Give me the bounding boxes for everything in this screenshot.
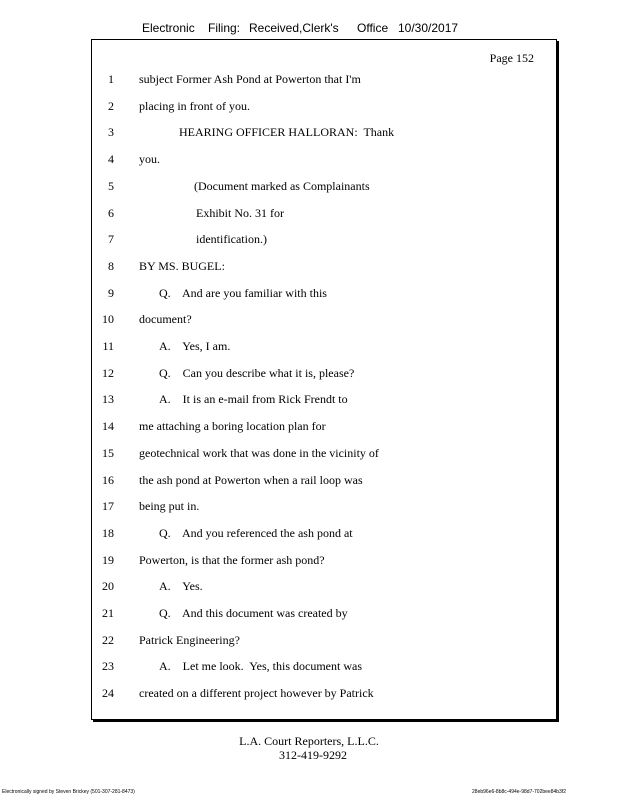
- transcript-line: [92, 286, 532, 306]
- line-number: 20: [102, 579, 114, 594]
- header-electronic: Electronic: [142, 21, 195, 35]
- transcript-line: [92, 366, 532, 386]
- line-number: 24: [102, 686, 114, 701]
- transcript-line: [92, 259, 532, 279]
- transcript-line: [92, 392, 532, 412]
- line-text: being put in.: [139, 499, 200, 514]
- transcript-line: [92, 72, 532, 92]
- line-text: A. Yes.: [159, 579, 203, 594]
- header-date: 10/30/2017: [398, 21, 459, 35]
- signature-right: 28eb96e6-8b8c-494e-98d7-702bee84b3f2: [472, 789, 566, 795]
- footer-phone: 312-419-9292: [279, 748, 347, 762]
- transcript-line: [92, 526, 532, 546]
- line-number: 9: [108, 285, 114, 300]
- line-text: BY MS. BUGEL:: [139, 258, 225, 273]
- line-text: A. It is an e-mail from Rick Frendt to: [159, 392, 348, 407]
- line-number: 17: [102, 499, 114, 514]
- transcript-line: [92, 419, 532, 439]
- transcript-line: [92, 125, 532, 145]
- line-number: 23: [102, 659, 114, 674]
- filing-header: [0, 21, 618, 37]
- transcript-line: [92, 99, 532, 119]
- transcript-page: [91, 39, 557, 720]
- line-number: 21: [102, 606, 114, 620]
- transcript-line: [92, 206, 532, 226]
- line-number: 4: [108, 152, 114, 167]
- line-number: 6: [108, 205, 114, 220]
- line-number: 19: [102, 552, 114, 567]
- line-text: Q. And you referenced the ash pond at: [159, 525, 353, 540]
- transcript-line: [92, 553, 532, 573]
- transcript-line: [92, 579, 532, 599]
- transcript-line: [92, 499, 532, 519]
- transcript-line: [92, 179, 532, 199]
- line-text: created on a different project however by Patrick: [139, 686, 374, 701]
- header-filing: Filing:: [208, 21, 241, 35]
- transcript-line: [92, 339, 532, 359]
- page-number: Page 152: [489, 51, 534, 65]
- transcript-line: [92, 152, 532, 172]
- line-text: the ash pond at Powerton when a rail loop was: [139, 472, 363, 487]
- header-office: Office: [357, 21, 389, 35]
- line-text: geotechnical work that was done in the vicinity of: [139, 445, 379, 460]
- header-received: Received,Clerk's: [249, 21, 339, 35]
- footer-company: L.A. Court Reporters, L.L.C.: [239, 734, 379, 748]
- signature-left: Electronically signed by Steven Brickey (501-307-281-8473): [2, 789, 135, 795]
- line-number: 7: [108, 232, 114, 247]
- transcript-line: [92, 473, 532, 493]
- line-text: Q. Can you describe what it is, please?: [159, 365, 355, 380]
- line-text: A. Yes, I am.: [159, 339, 231, 353]
- line-text: Patrick Engineering?: [139, 632, 240, 647]
- transcript-line: [92, 446, 532, 466]
- line-number: 15: [102, 445, 114, 460]
- transcript-line: [92, 686, 532, 706]
- transcript-line: [92, 606, 532, 626]
- transcript-line: [92, 633, 532, 653]
- line-text: Q. And are you familiar with this: [159, 285, 327, 300]
- line-text: subject Former Ash Pond at Powerton that I'm: [139, 72, 361, 86]
- line-number: 12: [102, 365, 114, 380]
- line-number: 22: [102, 632, 114, 647]
- line-number: 14: [102, 419, 114, 434]
- line-text: document?: [139, 312, 192, 327]
- line-text: Exhibit No. 31 for: [196, 205, 284, 220]
- line-text: identification.): [196, 232, 267, 247]
- line-text: A. Let me look. Yes, this document was: [159, 659, 362, 674]
- line-text: (Document marked as Complainants: [194, 178, 370, 193]
- line-number: 13: [102, 392, 114, 407]
- line-text: you.: [139, 152, 160, 167]
- line-number: 10: [102, 312, 114, 327]
- line-number: 18: [102, 525, 114, 540]
- line-text: me attaching a boring location plan for: [139, 419, 326, 434]
- line-text: Powerton, is that the former ash pond?: [139, 552, 325, 567]
- line-number: 8: [108, 258, 114, 273]
- line-number: 5: [108, 178, 114, 193]
- line-text: placing in front of you.: [139, 98, 250, 113]
- line-number: 3: [108, 125, 114, 140]
- line-text: HEARING OFFICER HALLORAN: Thank: [179, 125, 395, 140]
- transcript-line: [92, 312, 532, 332]
- transcript-line: [92, 659, 532, 679]
- transcript-line: [92, 232, 532, 252]
- line-number: 1: [108, 72, 114, 86]
- line-number: 16: [102, 472, 114, 487]
- line-text: Q. And this document was created by: [159, 606, 348, 620]
- line-number: 2: [108, 98, 114, 113]
- line-number: 11: [102, 339, 114, 353]
